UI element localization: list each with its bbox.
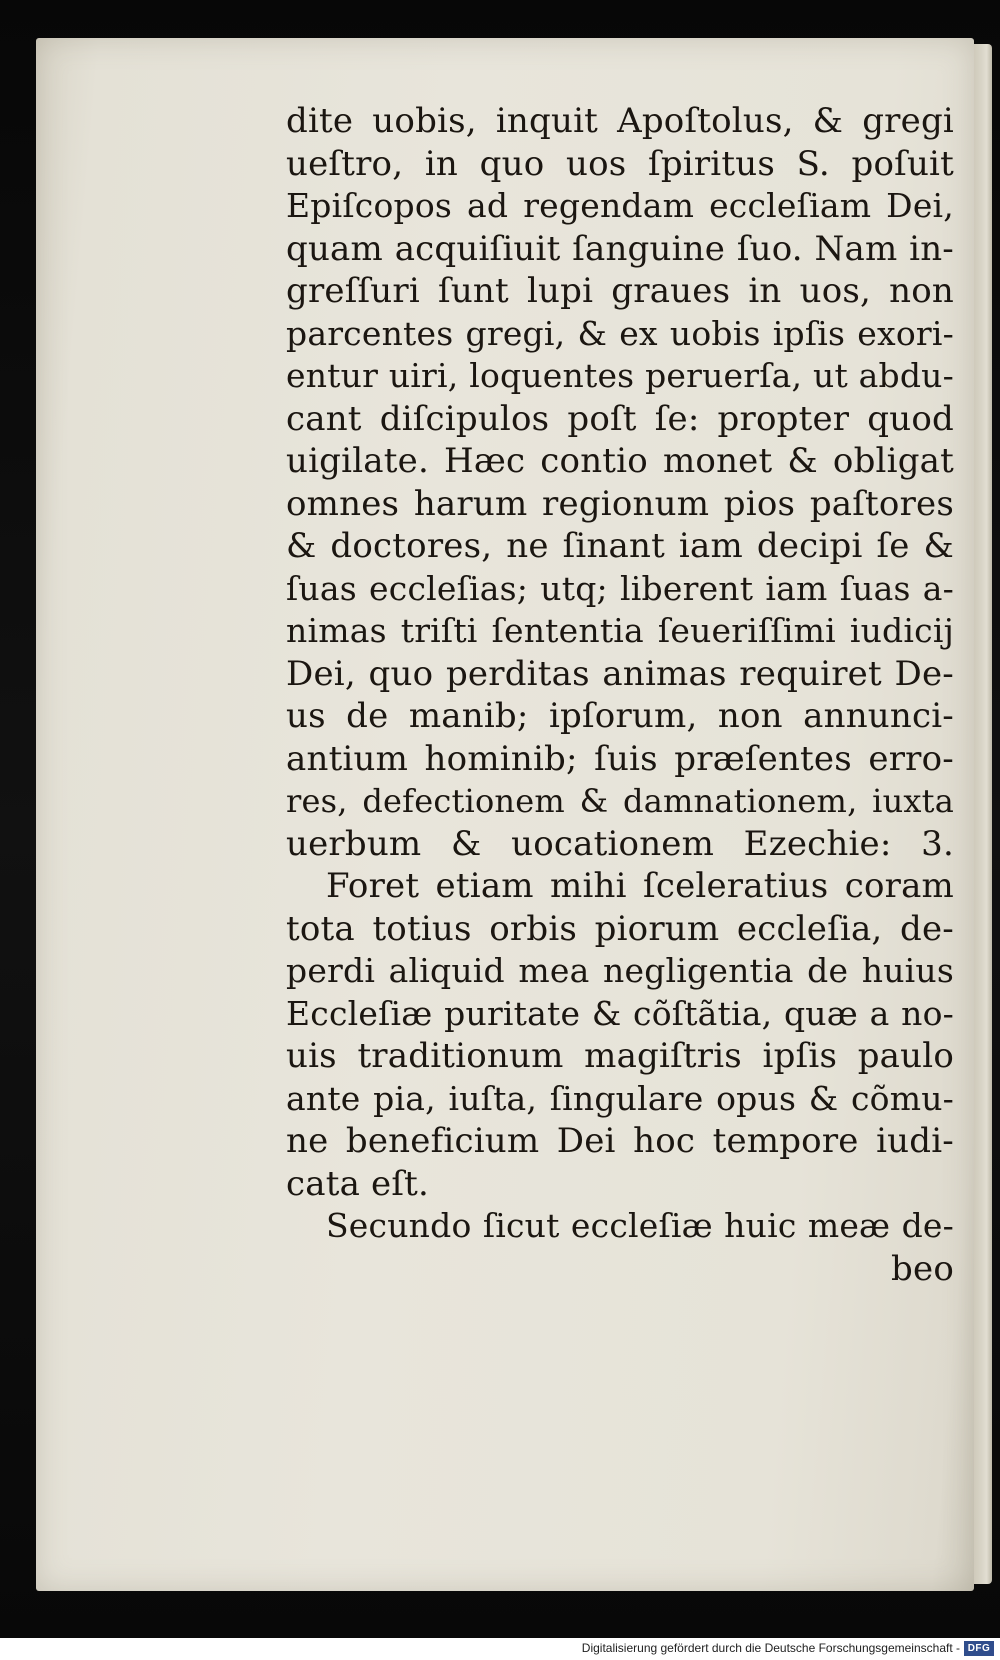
text-line: entur uiri, loquentes peruerſa, ut abdu- bbox=[286, 356, 954, 395]
text-line: tota totius orbis piorum eccleſia, de- bbox=[286, 908, 954, 949]
page-text bbox=[286, 100, 954, 1290]
text-line: omnes harum regionum pios paſtores bbox=[286, 483, 954, 524]
text-line: cata eſt. bbox=[286, 1163, 430, 1204]
text-line: ante pia, iuſta, ſingulare opus & cõmu- bbox=[286, 1078, 954, 1118]
text-line: ſuas eccleſias; utq; liberent iam ſuas a- bbox=[286, 568, 954, 608]
digitization-credit: Digitalisierung gefördert durch die Deutsche Forschungsgemeinschaft - bbox=[581, 1641, 960, 1655]
text-line: ne beneficium Dei hoc tempore iudi- bbox=[286, 1121, 954, 1161]
text-line: dite uobis, inquit Apoſtolus, & gregi bbox=[286, 101, 954, 141]
text-line: perdi aliquid mea negligentia de huius bbox=[286, 951, 954, 990]
text-line: Eccleſiæ puritate & cõſtãtia, quæ a no- bbox=[286, 993, 954, 1033]
text-line: uerbum & uocationem Ezechie: 3. bbox=[286, 823, 954, 864]
text-line: nimas triſti ſententia ſeueriſſimi iudicij bbox=[286, 611, 954, 650]
text-line: Epiſcopos ad regendam eccleſiam Dei, bbox=[286, 186, 954, 225]
text-line: antium hominib; ſuis præſentes erro- bbox=[286, 738, 954, 779]
text-line: parcentes gregi, & ex uobis ipſis exori- bbox=[286, 313, 954, 353]
text-line: ueſtro, in quo uos ſpiritus S. poſuit bbox=[286, 143, 954, 184]
text-line: us de manib; ipſorum, non annunci- bbox=[286, 696, 954, 736]
text-line: res, defectionem & damnationem, iuxta bbox=[286, 782, 954, 820]
text-line: & doctores, ne ſinant iam decipi ſe & bbox=[286, 526, 954, 566]
text-line: greſſuri ſunt lupi graues in uos, non bbox=[286, 271, 954, 311]
text-line: uigilate. Hæc contio monet & obligat bbox=[286, 441, 954, 481]
page-edge bbox=[974, 44, 992, 1584]
text-line: cant diſcipulos poſt ſe: propter quod bbox=[286, 398, 954, 439]
text-line: uis traditionum magiſtris ipſis paulo bbox=[286, 1036, 954, 1076]
text-line: quam acquiſiuit ſanguine ſuo. Nam in- bbox=[286, 228, 954, 269]
text-line: Dei, quo perditas animas requiret De- bbox=[286, 653, 954, 694]
text-line: Secundo ſicut eccleſiæ huic meæ de- bbox=[326, 1206, 954, 1245]
text-line: Foret etiam mihi ſceleratius coram bbox=[326, 866, 954, 906]
catchword: beo bbox=[891, 1248, 954, 1289]
dfg-logo: DFG bbox=[964, 1641, 994, 1656]
footer-bar bbox=[0, 1638, 1000, 1660]
